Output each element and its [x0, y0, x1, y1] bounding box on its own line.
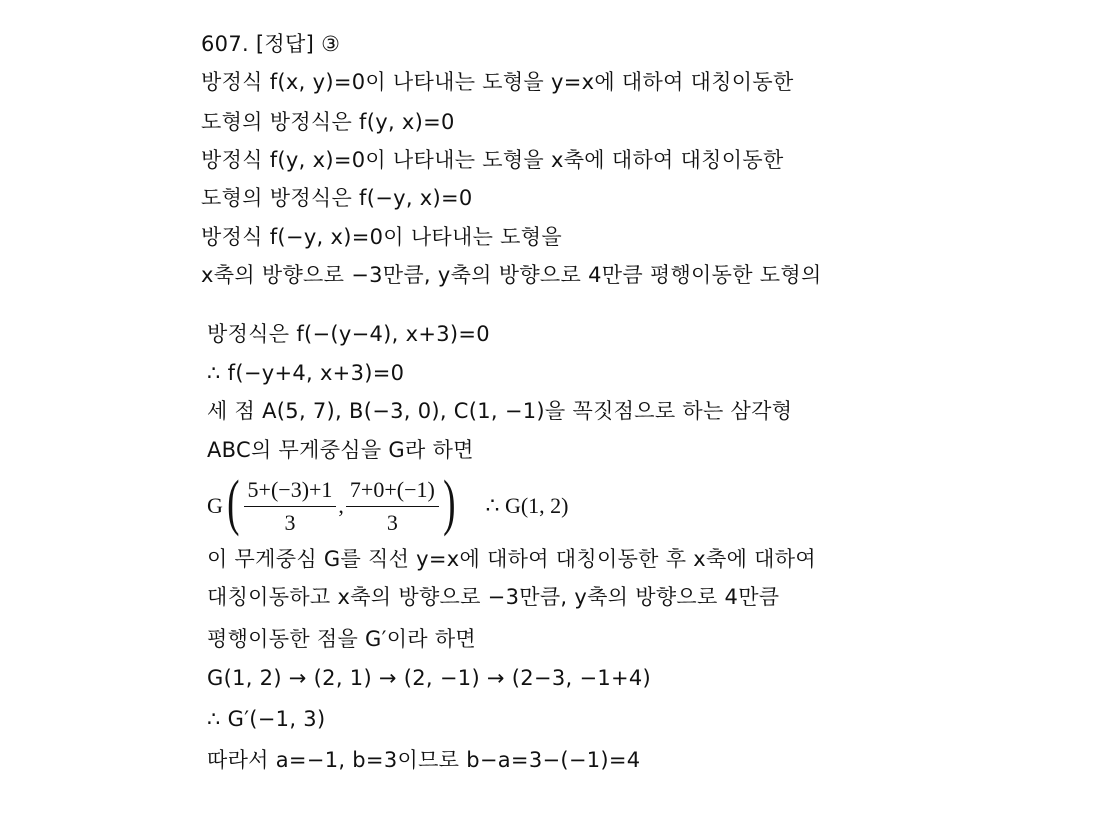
fraction-y-numerator: 7+0+(−1)	[346, 476, 439, 507]
text-line: 방정식 f(x, y)=0이 나타내는 도형을 y=x에 대하여 대칭이동한	[201, 70, 794, 94]
left-paren: (	[227, 469, 240, 537]
centroid-formula	[207, 469, 569, 538]
text-line: 따라서 a=−1, b=3이므로 b−a=3−(−1)=4	[207, 748, 641, 772]
text-line: G(1, 2) → (2, 1) → (2, −1) → (2−3, −1+4)	[207, 666, 652, 690]
fraction-x-numerator: 5+(−3)+1	[244, 476, 337, 507]
text-line: ∴ G′(−1, 3)	[207, 707, 326, 731]
text-line: 방정식 f(y, x)=0이 나타내는 도형을 x축에 대하여 대칭이동한	[201, 148, 784, 172]
text-line: 세 점 A(5, 7), B(−3, 0), C(1, −1)을 꼭짓점으로 하는 삼각형	[207, 399, 793, 423]
fraction-y-denominator: 3	[386, 509, 398, 535]
comma: ,	[338, 493, 344, 518]
text-line: 이 무게중심 G를 직선 y=x에 대하여 대칭이동한 후 x축에 대하여	[207, 547, 816, 571]
text-line: 방정식은 f(−(y−4), x+3)=0	[207, 322, 490, 346]
text-line: 도형의 방정식은 f(−y, x)=0	[201, 186, 473, 210]
fraction-x-denominator: 3	[284, 509, 296, 535]
fraction-x	[244, 476, 337, 537]
centroid-label: G	[207, 493, 223, 518]
centroid-result: ∴ G(1, 2)	[485, 493, 569, 518]
text-line: 방정식 f(−y, x)=0이 나타내는 도형을	[201, 225, 562, 249]
fraction-y	[346, 476, 439, 537]
text-line: 대칭이동하고 x축의 방향으로 −3만큼, y축의 방향으로 4만큼	[207, 585, 780, 609]
text-line: ABC의 무게중심을 G라 하면	[207, 438, 474, 462]
text-line: ∴ f(−y+4, x+3)=0	[207, 361, 405, 385]
text-line: 도형의 방정식은 f(y, x)=0	[201, 110, 455, 134]
right-paren: )	[442, 469, 456, 537]
problem-number-answer: 607. [정답] ③	[201, 32, 341, 56]
text-line: 평행이동한 점을 G′이라 하면	[207, 627, 477, 651]
text-line: x축의 방향으로 −3만큼, y축의 방향으로 4만큼 평행이동한 도형의	[201, 263, 822, 287]
